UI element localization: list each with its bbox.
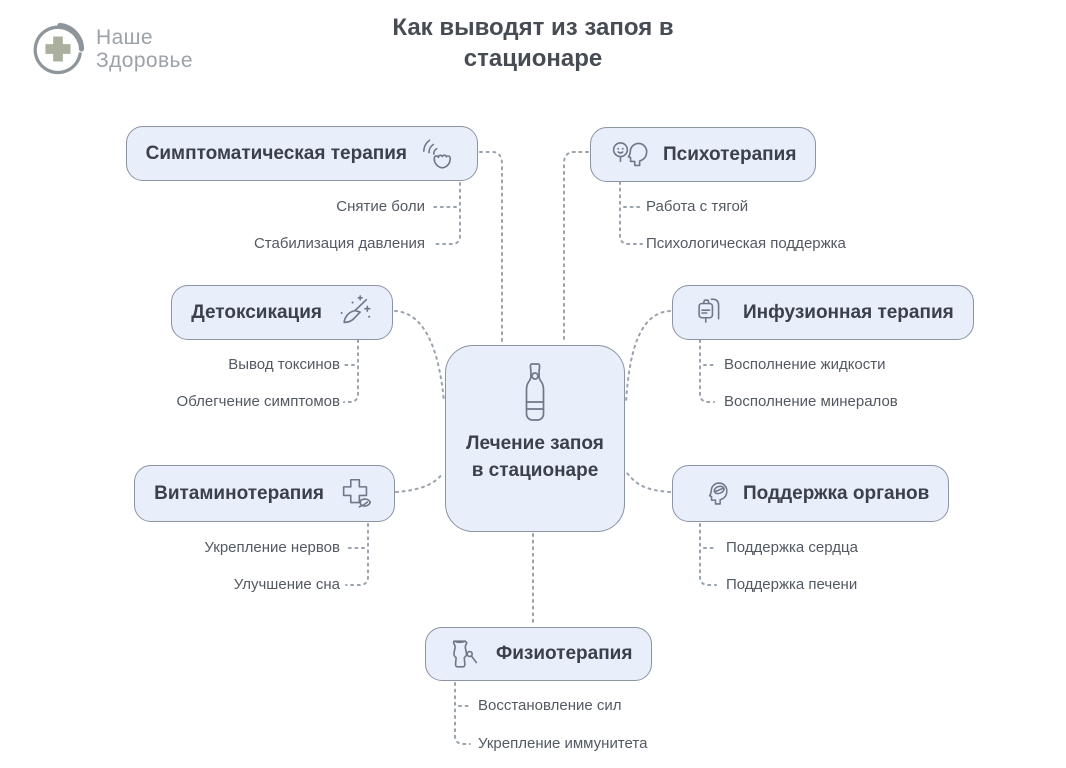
clinic-logo xyxy=(31,22,193,76)
node-label: Психотерапия xyxy=(663,143,797,165)
node-label: Детоксикация xyxy=(191,301,322,323)
node-organ-support xyxy=(672,465,949,522)
iv-drip-icon xyxy=(692,294,730,332)
sub-item: Восполнение минералов xyxy=(724,393,898,410)
sub-item: Поддержка сердца xyxy=(726,539,858,556)
central-topic-label: Лечение запоя в стационаре xyxy=(466,433,604,481)
sub-item: Восполнение жидкости xyxy=(724,356,886,373)
page-title: Как выводят из запоя в стационаре xyxy=(392,14,674,72)
node-label: Поддержка органов xyxy=(743,482,930,504)
node-physiotherapy xyxy=(425,627,652,681)
sub-item: Стабилизация давления xyxy=(253,235,425,252)
cupping-massage-icon xyxy=(445,635,483,673)
cross-leaf-icon xyxy=(337,475,375,513)
node-label: Физиотерапия xyxy=(496,643,633,664)
node-label: Инфузионная терапия xyxy=(743,301,954,323)
sub-item: Укрепление иммунитета xyxy=(478,735,648,752)
logo-line-1: Наше xyxy=(96,26,153,49)
node-vitamin-therapy xyxy=(134,465,395,522)
logo-line-2: Здоровье xyxy=(96,49,193,72)
node-label: Витаминотерапия xyxy=(154,482,324,504)
sub-item: Снятие боли xyxy=(336,198,425,215)
sub-item: Поддержка печени xyxy=(726,576,858,593)
cross-in-circle-icon xyxy=(31,22,85,76)
node-central-topic xyxy=(445,345,625,532)
node-detox xyxy=(171,285,393,340)
sub-item: Психологическая поддержка xyxy=(646,235,846,252)
psychology-head-icon xyxy=(610,138,650,172)
sub-item: Укрепление нервов xyxy=(204,539,340,556)
head-brain-icon xyxy=(692,477,730,511)
sub-item: Вывод токсинов xyxy=(228,356,340,373)
headache-icon xyxy=(420,135,458,173)
bottle-icon xyxy=(520,361,550,423)
logo-wordmark xyxy=(96,26,193,72)
node-psychotherapy xyxy=(590,127,816,182)
sub-item: Облегчение симптомов xyxy=(176,393,340,410)
node-infusion-therapy xyxy=(672,285,974,340)
sub-item: Работа с тягой xyxy=(646,198,749,215)
sub-item: Восстановление сил xyxy=(478,697,622,714)
broom-icon xyxy=(335,294,373,332)
sub-item: Улучшение сна xyxy=(233,576,340,593)
node-symptomatic-therapy xyxy=(126,126,478,181)
node-label: Симптоматическая терапия xyxy=(145,142,407,164)
